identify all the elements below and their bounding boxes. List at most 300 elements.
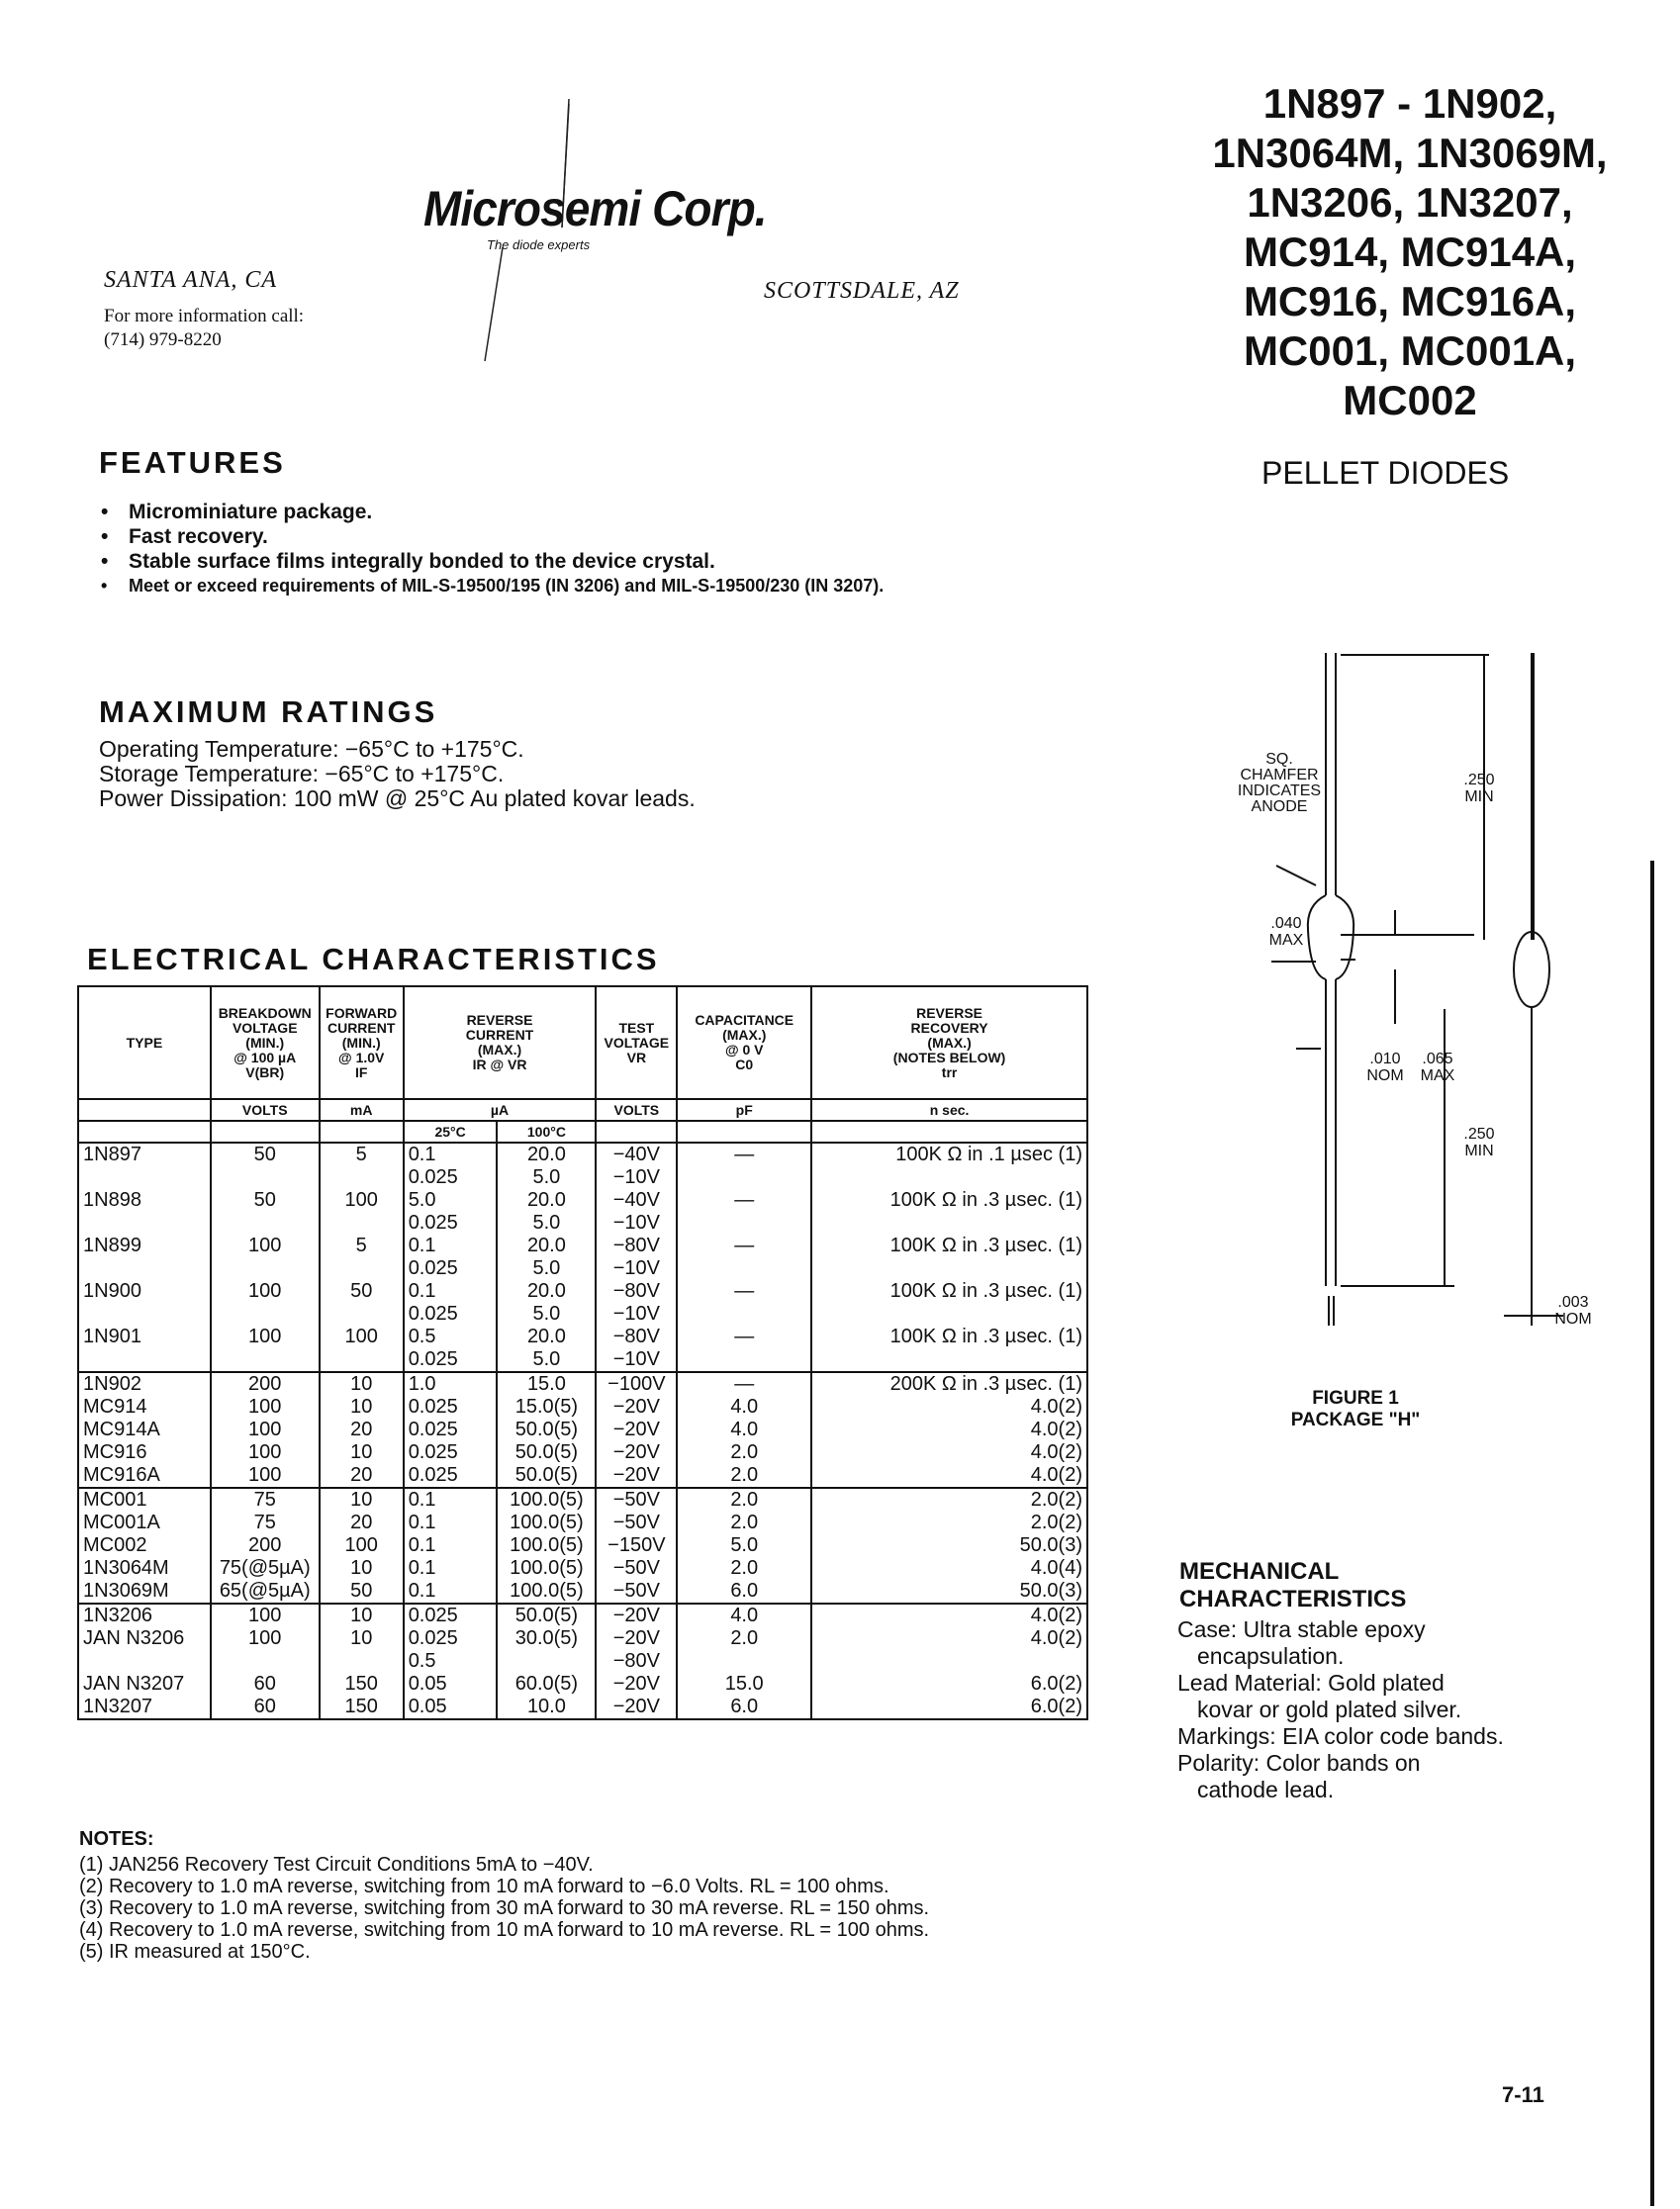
cell-trr [811, 1650, 1087, 1673]
label-line: MIN [1464, 1143, 1494, 1159]
cell-type: JAN N3207 [78, 1673, 211, 1696]
cell-vr: −80V [596, 1650, 677, 1673]
cell-trr: 100K Ω in .3 µsec. (1) [811, 1280, 1087, 1303]
cell-ir25: 0.025 [404, 1212, 498, 1235]
hdr-line: FORWARD [326, 1004, 398, 1021]
cell-ir100: 20.0 [497, 1326, 596, 1348]
cell-trr: 6.0(2) [811, 1673, 1087, 1696]
cell-cap [677, 1303, 811, 1326]
cell-ir25: 0.1 [404, 1235, 498, 1257]
cell-ir100: 20.0 [497, 1280, 596, 1303]
part-number-list [1148, 79, 1672, 425]
cell-vr: −50V [596, 1512, 677, 1534]
feature-item: • Fast recovery. [99, 524, 884, 549]
cell-ir25: 0.1 [404, 1280, 498, 1303]
cell-ir25: 0.5 [404, 1650, 498, 1673]
cell-vr: −50V [596, 1580, 677, 1604]
cell-type: 1N899 [78, 1235, 211, 1257]
col-reverse-recovery [811, 986, 1087, 1099]
cell-vr: −10V [596, 1257, 677, 1280]
label-line: INDICATES [1237, 782, 1322, 799]
cell-vr: −40V [596, 1189, 677, 1212]
cell-cap [677, 1650, 811, 1673]
cell-vr: −10V [596, 1212, 677, 1235]
cell-trr: 2.0(2) [811, 1488, 1087, 1512]
mech-line: cathode lead. [1197, 1777, 1335, 1802]
rating-line: Operating Temperature: −65°C to +175°C. [99, 736, 524, 762]
mech-line: kovar or gold plated silver. [1197, 1697, 1462, 1722]
cell-trr: 100K Ω in .3 µsec. (1) [811, 1189, 1087, 1212]
cell-trr: 100K Ω in .3 µsec. (1) [811, 1235, 1087, 1257]
table-row [78, 1303, 1087, 1326]
cell-ir25: 0.025 [404, 1627, 498, 1650]
figure-caption [1276, 1388, 1435, 1431]
hdr-line: BREAKDOWN [218, 1004, 312, 1021]
cell-if: 10 [320, 1488, 404, 1512]
cell-trr: 4.0(2) [811, 1464, 1087, 1488]
cell-ir100: 100.0(5) [497, 1557, 596, 1580]
cell-type: 1N3069M [78, 1580, 211, 1604]
cell-if: 20 [320, 1512, 404, 1534]
cell-cap: 5.0 [677, 1534, 811, 1557]
rating-line: Storage Temperature: −65°C to +175°C. [99, 761, 505, 786]
col-breakdown [211, 986, 320, 1099]
cell-cap: 4.0 [677, 1604, 811, 1627]
cell-if: 10 [320, 1557, 404, 1580]
cell-vr: −150V [596, 1534, 677, 1557]
unit-cell [78, 1099, 211, 1121]
cell-ir25: 0.1 [404, 1557, 498, 1580]
hdr-line: VR [626, 1049, 647, 1065]
figure-label-pellet-diameter [1413, 1051, 1462, 1084]
note-item: (5) IR measured at 150°C. [79, 1941, 311, 1963]
cell-cap: 2.0 [677, 1627, 811, 1650]
cell-trr: 100K Ω in .1 µsec (1) [811, 1143, 1087, 1166]
cell-vr: −80V [596, 1280, 677, 1303]
cell-bv: 100 [211, 1464, 320, 1488]
cell-type: 1N897 [78, 1143, 211, 1166]
cell-type [78, 1348, 211, 1372]
cell-bv: 60 [211, 1673, 320, 1696]
part-number-line: 1N3206, 1N3207, [1247, 179, 1573, 226]
table-row [78, 1557, 1087, 1580]
cell-trr: 4.0(2) [811, 1627, 1087, 1650]
label-line: MAX [1420, 1067, 1455, 1084]
table-row [78, 1348, 1087, 1372]
cell-type: 1N902 [78, 1372, 211, 1396]
mechanical-characteristics [1177, 1616, 1504, 1803]
cell-cap [677, 1348, 811, 1372]
cell-ir100: 5.0 [497, 1303, 596, 1326]
cell-bv: 100 [211, 1326, 320, 1348]
cell-vr: −20V [596, 1441, 677, 1464]
figure-label-top-length [1445, 772, 1514, 805]
col-reverse-current [404, 986, 597, 1099]
mechanical-heading [1179, 1558, 1406, 1613]
table-row [78, 1143, 1087, 1166]
cell-if: 10 [320, 1604, 404, 1627]
temp-100c: 100°C [497, 1121, 596, 1143]
cell-vr: −20V [596, 1604, 677, 1627]
unit-cell: VOLTS [596, 1099, 677, 1121]
table-row [78, 1696, 1087, 1719]
cell-ir100: 100.0(5) [497, 1580, 596, 1604]
label-line: .010 [1369, 1051, 1401, 1067]
col-capacitance [677, 986, 811, 1099]
cell-cap: 6.0 [677, 1696, 811, 1719]
cell-type: 1N3206 [78, 1604, 211, 1627]
cell-if: 5 [320, 1235, 404, 1257]
cell-vr: −80V [596, 1235, 677, 1257]
label-line: .040 [1270, 915, 1302, 932]
cell-bv: 200 [211, 1534, 320, 1557]
sub-cell [320, 1121, 404, 1143]
hdr-line: CAPACITANCE [695, 1012, 794, 1028]
cell-trr: 4.0(4) [811, 1557, 1087, 1580]
cell-trr [811, 1257, 1087, 1280]
cell-bv: 75 [211, 1488, 320, 1512]
cell-if: 10 [320, 1372, 404, 1396]
cell-ir100: 20.0 [497, 1235, 596, 1257]
table-row [78, 1326, 1087, 1348]
mech-line: Markings: EIA color code bands. [1177, 1723, 1504, 1749]
cell-trr [811, 1212, 1087, 1235]
unit-cell: mA [320, 1099, 404, 1121]
col-test-voltage [596, 986, 677, 1099]
location-santa-ana: SANTA ANA, CA [104, 267, 278, 293]
cell-bv: 60 [211, 1696, 320, 1719]
cell-ir25: 0.5 [404, 1326, 498, 1348]
figure-label-lead-thickness [1543, 1294, 1603, 1328]
table-row [78, 1257, 1087, 1280]
hdr-line: VOLTAGE [232, 1019, 298, 1036]
hdr-line: @ 0 V [724, 1042, 764, 1058]
hdr-line: trr [941, 1063, 958, 1080]
cell-if [320, 1166, 404, 1189]
page-edge-line [1650, 861, 1654, 2206]
mech-line: Polarity: Color bands on [1177, 1750, 1421, 1776]
cell-bv: 200 [211, 1372, 320, 1396]
label-line: NOM [1366, 1067, 1404, 1084]
electrical-characteristics-table [77, 985, 1088, 1720]
mech-line: encapsulation. [1197, 1643, 1345, 1669]
heading-line: MECHANICAL [1179, 1558, 1340, 1585]
cell-if: 20 [320, 1464, 404, 1488]
cell-type: MC001 [78, 1488, 211, 1512]
location-scottsdale: SCOTTSDALE, AZ [764, 278, 960, 304]
page-number: 7-11 [1502, 2082, 1544, 2107]
caption-line: PACKAGE "H" [1290, 1410, 1421, 1430]
unit-cell: pF [677, 1099, 811, 1121]
label-line: .250 [1463, 772, 1495, 788]
cell-ir25: 0.05 [404, 1673, 498, 1696]
cell-type [78, 1166, 211, 1189]
cell-vr: −50V [596, 1557, 677, 1580]
hdr-line: (MAX.) [477, 1042, 522, 1058]
table-row [78, 1441, 1087, 1464]
caption-line: FIGURE 1 [1312, 1388, 1399, 1409]
cell-ir100: 5.0 [497, 1212, 596, 1235]
cell-bv [211, 1303, 320, 1326]
cell-ir25: 0.025 [404, 1464, 498, 1488]
table-row [78, 1627, 1087, 1650]
electrical-heading: ELECTRICAL CHARACTERISTICS [87, 942, 660, 976]
label-line: .250 [1463, 1126, 1495, 1143]
table-row [78, 1464, 1087, 1488]
cell-if: 50 [320, 1580, 404, 1604]
table-row [78, 1673, 1087, 1696]
table-row [78, 1166, 1087, 1189]
cell-ir25: 0.1 [404, 1512, 498, 1534]
figure-label-pellet-width [1252, 915, 1321, 949]
hdr-line: @ 100 µA [233, 1049, 297, 1065]
feature-item: • Stable surface films integrally bonded to the device crystal. [99, 549, 884, 574]
cell-trr [811, 1303, 1087, 1326]
col-forward [320, 986, 404, 1099]
temp-25c: 25°C [404, 1121, 498, 1143]
sub-cell [211, 1121, 320, 1143]
hdr-line: REVERSE [916, 1004, 983, 1021]
cell-cap: 2.0 [677, 1464, 811, 1488]
cell-if: 10 [320, 1441, 404, 1464]
hdr-line: (MAX.) [927, 1034, 972, 1051]
cell-bv: 100 [211, 1235, 320, 1257]
mech-line: Lead Material: Gold plated [1177, 1670, 1445, 1696]
cell-cap: 2.0 [677, 1441, 811, 1464]
cell-trr: 200K Ω in .3 µsec. (1) [811, 1372, 1087, 1396]
cell-ir25: 0.025 [404, 1396, 498, 1419]
table-row [78, 1280, 1087, 1303]
cell-ir25: 0.05 [404, 1696, 498, 1719]
table-row [78, 1604, 1087, 1627]
hdr-line: REVERSE [466, 1012, 533, 1028]
cell-bv [211, 1212, 320, 1235]
cell-vr: −50V [596, 1488, 677, 1512]
cell-type: 1N898 [78, 1189, 211, 1212]
part-number-line: MC916, MC916A, [1243, 278, 1577, 324]
figure-label-bottom-length [1445, 1126, 1514, 1159]
cell-bv: 50 [211, 1189, 320, 1212]
cell-cap: 2.0 [677, 1488, 811, 1512]
cell-type: MC001A [78, 1512, 211, 1534]
cell-type: MC002 [78, 1534, 211, 1557]
table-row [78, 1650, 1087, 1673]
cell-ir25: 0.025 [404, 1441, 498, 1464]
table-row [78, 1419, 1087, 1441]
cell-trr: 2.0(2) [811, 1512, 1087, 1534]
cell-ir100: 60.0(5) [497, 1673, 596, 1696]
contact-line: For more information call: [104, 306, 305, 326]
cell-if [320, 1650, 404, 1673]
cell-ir25: 0.1 [404, 1534, 498, 1557]
hdr-line: (MIN.) [341, 1034, 381, 1051]
cell-cap: — [677, 1143, 811, 1166]
cell-bv [211, 1650, 320, 1673]
cell-cap: 4.0 [677, 1396, 811, 1419]
note-item: (2) Recovery to 1.0 mA reverse, switching from 10 mA forward to −6.0 Volts. RL = 100 ohms. [79, 1876, 889, 1897]
cell-ir100: 5.0 [497, 1348, 596, 1372]
cell-bv: 75 [211, 1512, 320, 1534]
cell-trr: 100K Ω in .3 µsec. (1) [811, 1326, 1087, 1348]
figure-label-lead-diameter [1360, 1051, 1410, 1084]
cell-ir100: 20.0 [497, 1189, 596, 1212]
cell-vr: −20V [596, 1396, 677, 1419]
label-line: NOM [1554, 1311, 1592, 1328]
cell-type [78, 1650, 211, 1673]
cell-bv: 75(@5µA) [211, 1557, 320, 1580]
cell-cap: 6.0 [677, 1580, 811, 1604]
label-line: ANODE [1251, 798, 1308, 815]
cell-vr: −10V [596, 1303, 677, 1326]
cell-bv: 100 [211, 1627, 320, 1650]
hdr-line: IR @ VR [472, 1057, 527, 1072]
cell-trr: 6.0(2) [811, 1696, 1087, 1719]
cell-vr: −20V [596, 1673, 677, 1696]
hdr-line: RECOVERY [910, 1019, 988, 1036]
col-type: TYPE [78, 986, 211, 1099]
cell-cap [677, 1257, 811, 1280]
cell-type [78, 1212, 211, 1235]
cell-trr: 50.0(3) [811, 1534, 1087, 1557]
cell-bv: 100 [211, 1396, 320, 1419]
cell-vr: −20V [596, 1464, 677, 1488]
cell-bv: 65(@5µA) [211, 1580, 320, 1604]
cell-if: 10 [320, 1396, 404, 1419]
cell-if: 10 [320, 1627, 404, 1650]
cell-ir100: 30.0(5) [497, 1627, 596, 1650]
cell-cap: — [677, 1326, 811, 1348]
cell-ir100: 50.0(5) [497, 1604, 596, 1627]
cell-vr: −10V [596, 1348, 677, 1372]
sub-cell [78, 1121, 211, 1143]
cell-vr: −10V [596, 1166, 677, 1189]
table-row [78, 1372, 1087, 1396]
unit-cell: n sec. [811, 1099, 1087, 1121]
cell-if: 100 [320, 1326, 404, 1348]
hdr-line: TEST [618, 1019, 655, 1036]
unit-cell: VOLTS [211, 1099, 320, 1121]
feature-item: • Microminiature package. [99, 500, 884, 524]
cell-cap [677, 1212, 811, 1235]
hdr-line: C0 [735, 1057, 754, 1072]
sub-cell [811, 1121, 1087, 1143]
cell-cap: — [677, 1280, 811, 1303]
cell-type: 1N901 [78, 1326, 211, 1348]
cell-ir25: 0.025 [404, 1166, 498, 1189]
cell-ir100: 15.0(5) [497, 1396, 596, 1419]
cell-ir100: 15.0 [497, 1372, 596, 1396]
note-item: (4) Recovery to 1.0 mA reverse, switching from 10 mA forward to 10 mA reverse. RL = 100 ohms. [79, 1919, 930, 1941]
package-h-figure [1217, 643, 1633, 1355]
cell-ir25: 1.0 [404, 1372, 498, 1396]
label-line: CHAMFER [1240, 767, 1319, 783]
cell-if: 5 [320, 1143, 404, 1166]
cell-vr: −80V [596, 1326, 677, 1348]
cell-type: JAN N3206 [78, 1627, 211, 1650]
cell-cap [677, 1166, 811, 1189]
table-row [78, 1512, 1087, 1534]
cell-trr [811, 1348, 1087, 1372]
cell-bv: 100 [211, 1419, 320, 1441]
cell-cap: — [677, 1235, 811, 1257]
cell-ir100: 50.0(5) [497, 1464, 596, 1488]
label-line: MAX [1268, 932, 1304, 949]
cell-type: MC914 [78, 1396, 211, 1419]
cell-if: 50 [320, 1280, 404, 1303]
max-ratings [99, 737, 696, 811]
sub-cell [677, 1121, 811, 1143]
table-row [78, 1396, 1087, 1419]
features-list [99, 500, 884, 598]
cell-ir25: 0.025 [404, 1257, 498, 1280]
cell-vr: −20V [596, 1627, 677, 1650]
cell-if [320, 1348, 404, 1372]
cell-ir25: 0.025 [404, 1604, 498, 1627]
cell-ir100: 50.0(5) [497, 1419, 596, 1441]
cell-if [320, 1212, 404, 1235]
table-body [78, 1143, 1087, 1719]
hdr-line: @ 1.0V [338, 1049, 385, 1065]
label-line: SQ. [1265, 751, 1293, 768]
hdr-line: V(BR) [245, 1063, 285, 1080]
cell-type: 1N3207 [78, 1696, 211, 1719]
hdr-line: CURRENT [465, 1027, 534, 1043]
cell-vr: −40V [596, 1143, 677, 1166]
cell-cap: — [677, 1189, 811, 1212]
cell-ir100: 100.0(5) [497, 1488, 596, 1512]
cell-if [320, 1303, 404, 1326]
cell-ir25: 0.025 [404, 1419, 498, 1441]
cell-bv [211, 1257, 320, 1280]
cell-if [320, 1257, 404, 1280]
cell-if: 100 [320, 1534, 404, 1557]
hdr-line: VOLTAGE [604, 1034, 670, 1051]
contact-phone: (714) 979-8220 [104, 329, 222, 350]
cell-ir100 [497, 1650, 596, 1673]
part-number-line: MC001, MC001A, [1243, 327, 1577, 374]
cell-type: MC916A [78, 1464, 211, 1488]
cell-ir25: 0.1 [404, 1488, 498, 1512]
cell-if: 100 [320, 1189, 404, 1212]
part-number-line: 1N3064M, 1N3069M, [1212, 130, 1608, 176]
cell-ir25: 0.1 [404, 1143, 498, 1166]
label-line: .065 [1422, 1051, 1453, 1067]
cell-cap: 2.0 [677, 1557, 811, 1580]
unit-cell: µA [404, 1099, 597, 1121]
part-number-line: MC002 [1343, 377, 1477, 423]
rating-line: Power Dissipation: 100 mW @ 25°C Au plated kovar leads. [99, 785, 696, 811]
cell-if: 150 [320, 1696, 404, 1719]
notes-heading: NOTES: [79, 1828, 154, 1850]
cell-trr: 4.0(2) [811, 1441, 1087, 1464]
cell-bv [211, 1166, 320, 1189]
sub-cell [596, 1121, 677, 1143]
part-number-line: 1N897 - 1N902, [1262, 80, 1557, 127]
cell-ir25: 0.025 [404, 1348, 498, 1372]
features-heading: FEATURES [99, 445, 286, 480]
note-item: (3) Recovery to 1.0 mA reverse, switching from 30 mA forward to 30 mA reverse. RL = 150 ohms. [79, 1897, 930, 1919]
table-row [78, 1488, 1087, 1512]
hdr-line: CURRENT [327, 1019, 396, 1036]
cell-bv: 100 [211, 1441, 320, 1464]
cell-type: MC916 [78, 1441, 211, 1464]
cell-vr: −20V [596, 1696, 677, 1719]
hdr-line: (NOTES BELOW) [892, 1049, 1006, 1065]
feature-item: • Meet or exceed requirements of MIL-S-19500/195 (IN 3206) and MIL-S-19500/230 (IN 3207). [99, 574, 884, 598]
cell-cap: — [677, 1372, 811, 1396]
cell-if: 150 [320, 1673, 404, 1696]
company-tagline: The diode experts [487, 237, 591, 252]
